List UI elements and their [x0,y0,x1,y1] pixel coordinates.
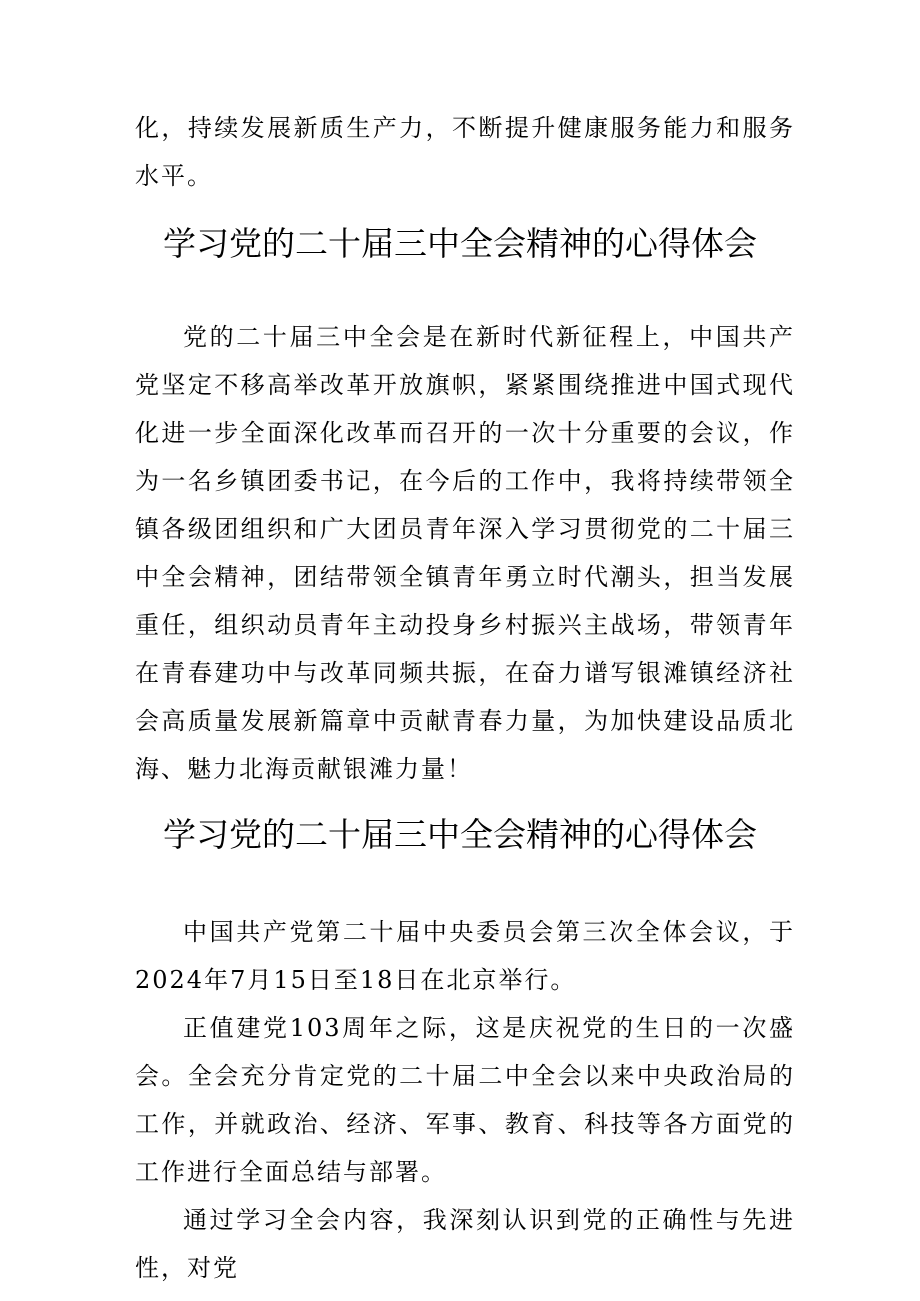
section-2-body [135,908,795,1292]
intro-tail-block [135,104,795,200]
section-1-title: 学习党的二十届三中全会精神的心得体会 [163,224,757,263]
section-2-paragraph-3: 通过学习全会内容，我深刻认识到党的正确性与先进性，对党 [135,1206,795,1282]
section-1-paragraph-1: 党的二十届三中全会是在新时代新征程上，中国共产党坚定不移高举改革开放旗帜，紧紧围绕推进中国式现代化进一步全面深化改革而召开的一次十分重要的会议，作为一名乡镇团委书记，在今后的工作中，我将持续带领全镇各级团组织和广大团员青年深入学习贯彻党的二十届三中全会精神，团结带领全镇青年勇立时代潮头，担当发展重任，组织动员青年主动投身乡村振兴主战场，带领青年在青春建功中与改革同频共振，在奋力谱写银滩镇经济社会高质量发展新篇章中贡献青春力量，为加快建设品质北海、魅力北海贡献银滩力量！ [135,323,795,783]
section-1-body [135,313,795,793]
intro-tail-paragraph: 化，持续发展新质生产力，不断提升健康服务能力和服务水平。 [135,114,795,190]
section-2-title: 学习党的二十届三中全会精神的心得体会 [163,815,757,854]
section-2-paragraph-1: 中国共产党第二十届中央委员会第三次全体会议，于2024年7月15日至18日在北京举行。 [135,918,795,994]
section-2-paragraph-2: 正值建党103周年之际，这是庆祝党的生日的一次盛会。全会充分肯定党的二十届二中全会以来中央政治局的工作，并就政治、经济、军事、教育、科技等各方面党的工作进行全面总结与部署。 [135,1014,795,1186]
